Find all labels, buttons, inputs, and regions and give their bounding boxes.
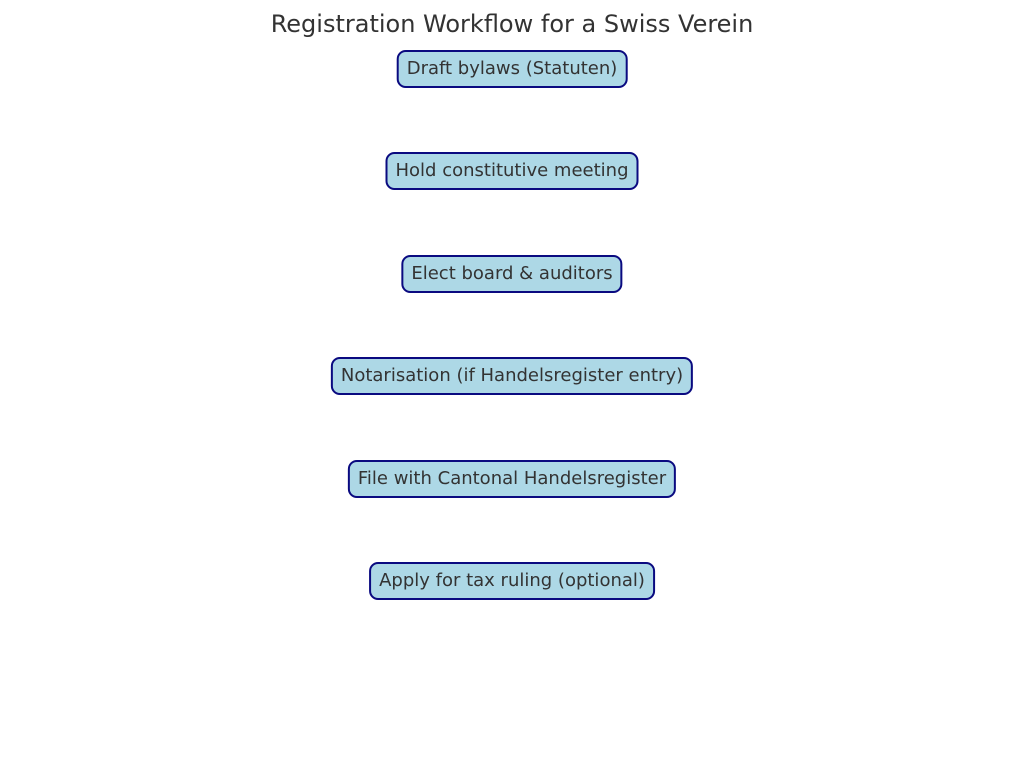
step-tax-ruling	[369, 562, 655, 600]
step-file-handelsregister	[348, 460, 676, 498]
step-draft-bylaws	[397, 50, 628, 88]
step-label: Draft bylaws (Statuten)	[406, 58, 618, 79]
step-label: Hold constitutive meeting	[395, 160, 629, 181]
step-label: Notarisation (if Handelsregister entry)	[340, 365, 684, 386]
step-notarisation	[331, 357, 693, 395]
step-label: File with Cantonal Handelsregister	[357, 468, 667, 489]
step-elect-board	[401, 255, 622, 293]
diagram-title: Registration Workflow for a Swiss Verein	[270, 10, 754, 38]
step-label: Apply for tax ruling (optional)	[379, 570, 645, 591]
step-constitutive-meeting	[386, 152, 639, 190]
step-label: Elect board & auditors	[411, 263, 613, 284]
